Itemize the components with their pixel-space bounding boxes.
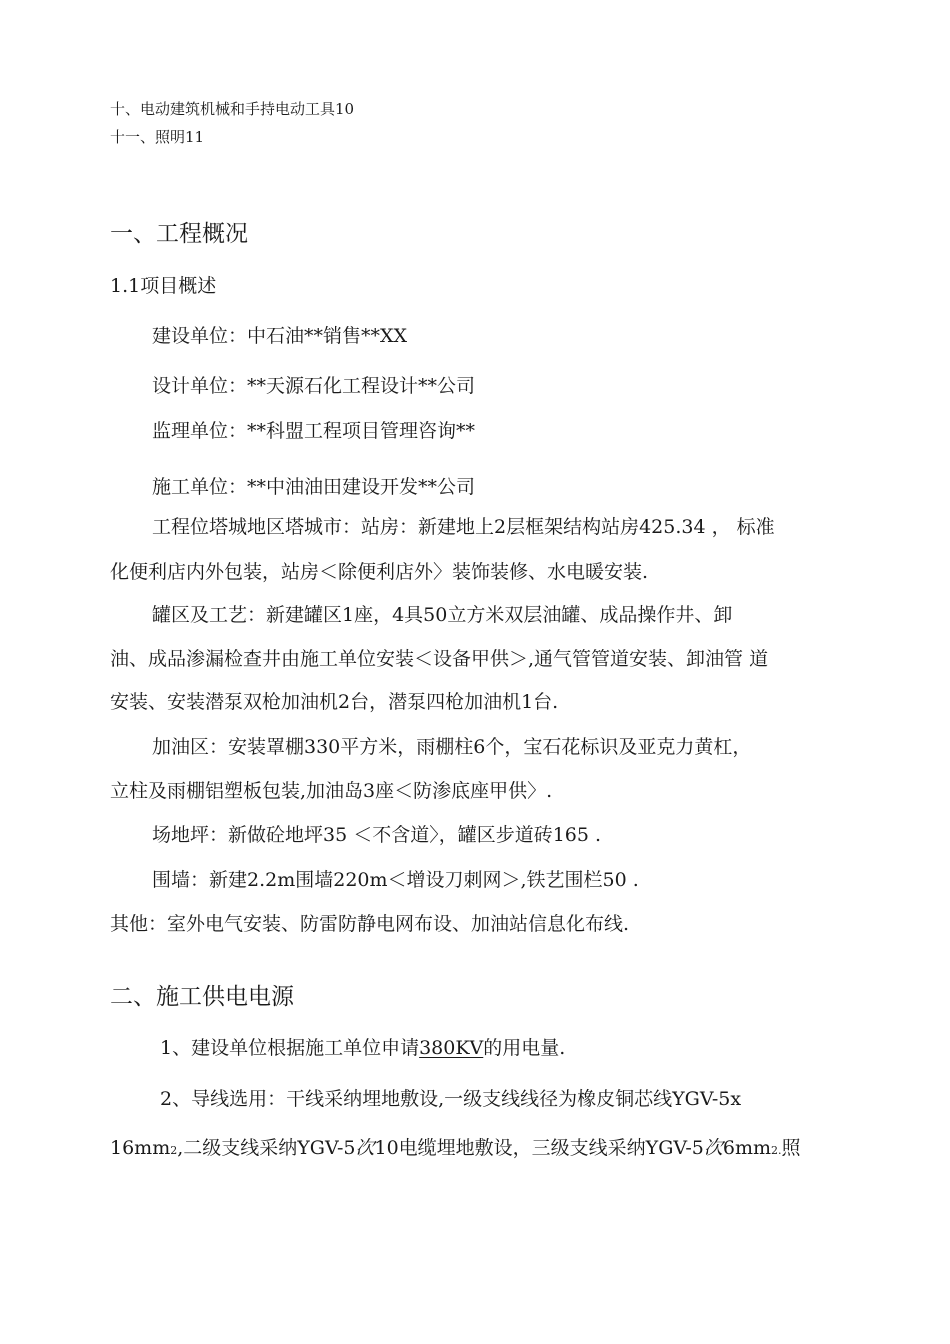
- wire-text-ci2: 次: [703, 1137, 723, 1159]
- toc-entry-10: 十、电动建筑机械和手持电动工具10: [110, 100, 355, 118]
- section1-title: 一、工程概况: [110, 221, 248, 247]
- fuel-area-paragraph-line2: 立柱及雨棚铝塑板包装,加油岛3座＜防渗底座甲供〉.: [110, 780, 553, 802]
- wire-text-e: 照: [781, 1137, 801, 1159]
- wire-size-16: 16mm: [110, 1137, 171, 1159]
- section1-subtitle: 1.1项目概述: [110, 275, 217, 297]
- power-item1: [160, 1036, 565, 1060]
- ground-paragraph: 场地坪：新做砼地坪35 ＜不含道〉，罐区步道砖165 .: [152, 824, 602, 846]
- tank-paragraph-line3: 安装、安装潜泵双枪加油机2台，潜泵四枪加油机1台.: [110, 691, 559, 713]
- toc-entry-11: 十一、照明11: [110, 128, 205, 146]
- wire-text-b: ,二级支线采纳YGV-5: [177, 1137, 356, 1159]
- wire-text-ci1: 次: [355, 1137, 375, 1159]
- wire-size-6: 6mm: [722, 1137, 772, 1159]
- wire-item2-line1: 2、导线选用：干线采纳埋地敷设,一级支线线径为橡皮铜芯线YGV-5x: [160, 1088, 742, 1110]
- power-capacity: 380KV: [419, 1037, 484, 1059]
- location-paragraph-line1: 工程位塔城地区塔城市：站房：新建地上2层框架结构站房425.34 ， 标准: [152, 516, 775, 538]
- power-item1-pre: 1、建设单位根据施工单位申请: [160, 1037, 420, 1059]
- supervision-unit: 监理单位：**科盟工程项目管理咨询**: [152, 420, 476, 442]
- tank-paragraph-line2: 油、成品渗漏检查井由施工单位安装＜设备甲供＞,通气管管道安装、卸油管 道: [110, 648, 769, 670]
- wire-size-unit-sub: 2: [170, 1144, 178, 1157]
- wire-text-c: 10电缆埋地敷设，三级支线采纳YGV-5: [374, 1137, 704, 1159]
- location-paragraph-line2: 化便利店内外包装，站房＜除便利店外〉装饰装修、水电暖安装.: [110, 561, 649, 583]
- contractor-unit: 施工单位：**中油油田建设开发**公司: [152, 476, 476, 498]
- other-paragraph: 其他：室外电气安装、防雷防静电网布设、加油站信息化布线.: [110, 913, 630, 935]
- fuel-area-paragraph-line1: 加油区：安装罩棚330平方米，雨棚柱6个，宝石花标识及亚克力黄杠，: [152, 736, 752, 758]
- tank-paragraph-line1: 罐区及工艺：新建罐区1座，4具50立方米双层油罐、成品操作井、卸: [152, 604, 733, 626]
- wire-item2-line2: [110, 1136, 801, 1163]
- design-unit: 设计单位：**天源石化工程设计**公司: [152, 375, 476, 397]
- section2-title: 二、施工供电电源: [110, 984, 294, 1010]
- construction-unit: 建设单位：中石油**销售**XX: [152, 325, 408, 347]
- wire-size-unit-sub2: 2.: [771, 1144, 782, 1157]
- power-item1-post: 的用电量.: [483, 1037, 566, 1059]
- wall-paragraph: 围墙：新建2.2m围墙220m＜增设刀刺网＞,铁艺围栏50 .: [152, 869, 639, 891]
